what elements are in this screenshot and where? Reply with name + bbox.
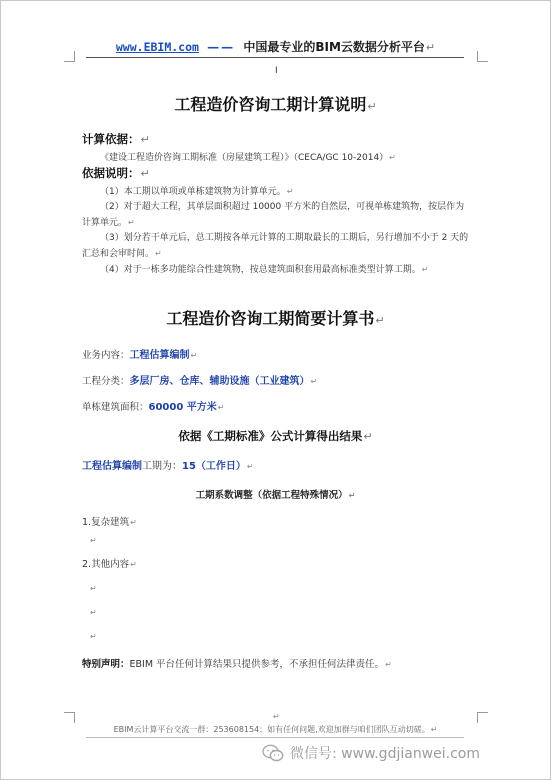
note-item: （1）本工期以单项或单栋建筑物为计算单元。↵ xyxy=(100,187,294,197)
note-item: （3）划分若干单元后，总工期按各单元计算的工期取最长的工期后，另行增加不小于 2 天的汇总和会审时间。↵ xyxy=(82,233,469,259)
adjustment-item: 1.复杂建筑↵ xyxy=(82,517,137,528)
text-cursor-icon: I xyxy=(275,66,278,76)
field-value: 工程估算编制 xyxy=(129,350,190,361)
notes-list xyxy=(82,184,470,278)
empty-paragraph-mark: ↵ xyxy=(90,536,97,545)
header-separator: —— xyxy=(207,40,236,54)
field-value: 60000 平方米 xyxy=(148,402,217,413)
empty-paragraph-mark: ↵ xyxy=(90,608,97,617)
wechat-icon xyxy=(262,744,284,762)
watermark-text: 微信号: www.gdjianwei.com xyxy=(290,746,480,762)
header-url[interactable]: www.EBIM.com xyxy=(115,40,199,54)
field-project-category: 工程分类：多层厂房、仓库、辅助设施（工业建筑）↵ xyxy=(82,376,318,387)
page-header xyxy=(0,38,551,55)
notes-heading: 依据说明：↵ xyxy=(82,166,150,180)
margin-corner-top-right xyxy=(477,51,488,62)
result-line: 工程估算编制工期为：15（工作日）↵ xyxy=(82,461,254,472)
margin-corner-bottom-left xyxy=(64,712,75,723)
header-tagline: 中国最专业的BIM云数据分析平台 xyxy=(243,40,425,54)
margin-corner-top-left xyxy=(64,51,75,62)
result-heading: 依据《工期标准》公式计算得出结果↵ xyxy=(178,429,373,443)
margin-corner-bottom-right xyxy=(477,712,488,723)
title-brief-calculation: 工程造价咨询工期简要计算书↵ xyxy=(166,309,385,328)
empty-paragraph-mark: ↵ xyxy=(90,632,97,641)
footer-rule xyxy=(86,737,464,738)
paragraph-mark-icon: ↵ xyxy=(425,41,436,54)
special-declaration: 特别声明：EBIM 平台任何计算结果只提供参考，不承担任何法律责任。↵ xyxy=(82,659,392,670)
page-footer: EBIM云计算平台交流一群：253608154；如有任何问题,欢迎加群与咱们团队互动切磋。↵ xyxy=(113,725,438,734)
footer-paragraph-mark: ↵ xyxy=(273,712,280,721)
basis-text: 《建设工程造价咨询工期标准（房屋建筑工程）》（CECA/GC 10-2014）↵ xyxy=(100,153,396,163)
result-days: 15（工作日） xyxy=(182,461,246,472)
watermark xyxy=(262,743,480,763)
header-rule xyxy=(86,57,464,58)
adjustment-item: 2.其他内容↵ xyxy=(82,559,137,570)
adjustment-heading: 工期系数调整（依据工程特殊情况）↵ xyxy=(195,490,356,501)
title-calculation-notes: 工程造价咨询工期计算说明↵ xyxy=(174,95,377,114)
note-item: （2）对于超大工程，其单层面积超过 10000 平方米的自然层，可视单栋建筑物，按层作为计算单元。↵ xyxy=(82,202,465,228)
note-item: （4）对于一栋多功能综合性建筑物，按总建筑面积套用最高标准类型计算工期。↵ xyxy=(100,265,429,275)
field-value: 多层厂房、仓库、辅助设施（工业建筑） xyxy=(129,376,310,387)
field-business-content: 业务内容：工程估算编制↵ xyxy=(82,350,198,361)
basis-heading: 计算依据：↵ xyxy=(82,132,150,146)
field-building-area: 单栋建筑面积：60000 平方米↵ xyxy=(82,402,225,413)
empty-paragraph-mark: ↵ xyxy=(90,584,97,593)
